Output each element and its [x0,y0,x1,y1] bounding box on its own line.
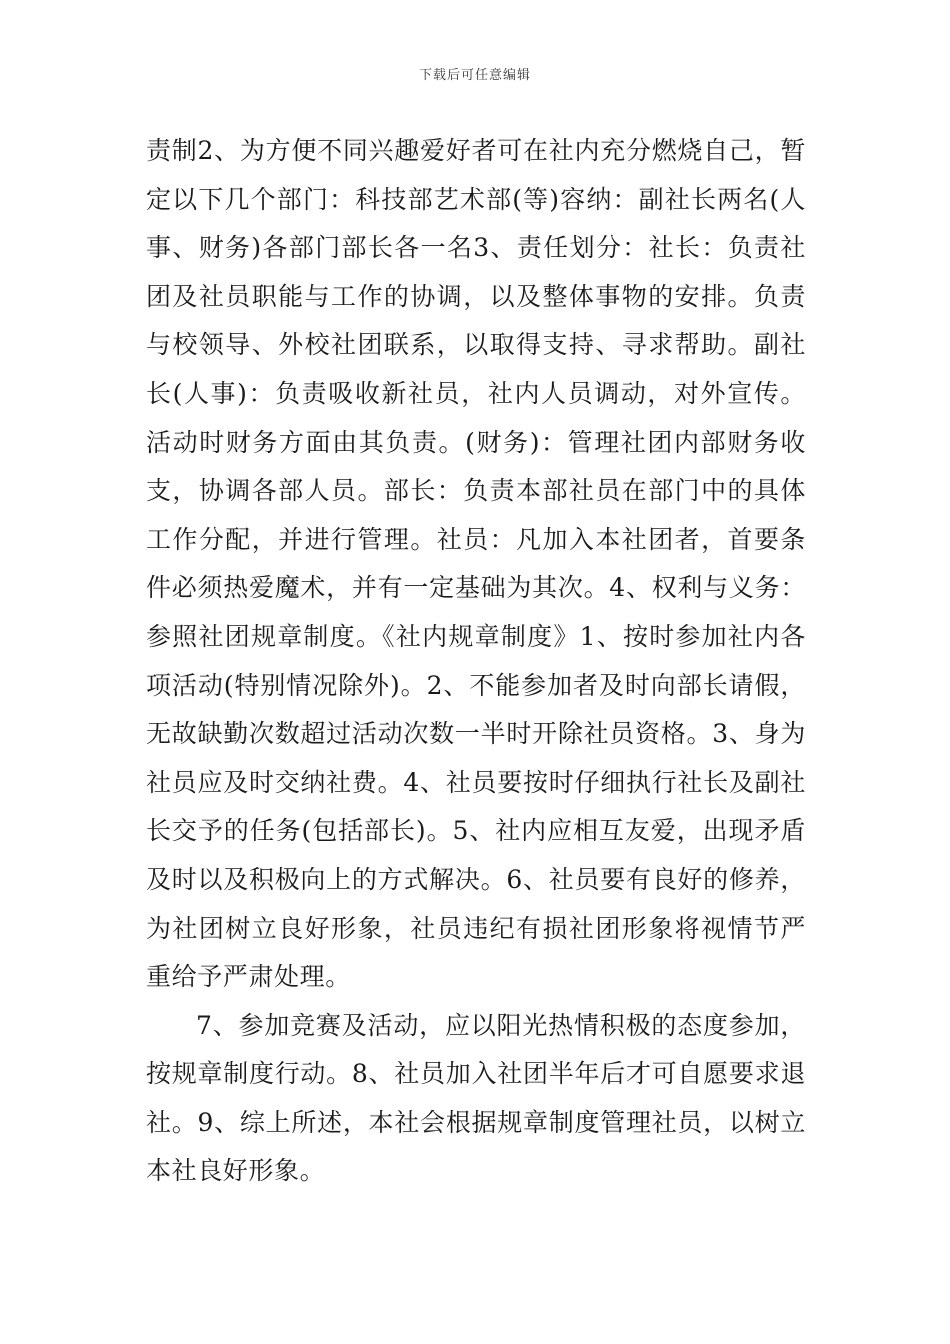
document-body [146,127,806,1196]
paragraph-2: 7、参加竞赛及活动，应以阳光热情积极的态度参加，按规章制度行动。8、社员加入社团半年后才可自愿要求退社。9、综上所述，本社会根据规章制度管理社员，以树立本社良好形象。 [146,1010,806,1186]
header-note: 下载后可任意编辑 [418,68,531,83]
paragraph-1: 责制2、为方便不同兴趣爱好者可在社内充分燃烧自己，暂定以下几个部门：科技部艺术部(等)容纳：副社长两名(人事、财务)各部门部长各一名3、责任划分：社长：负责社团及社员职能与工作的协调，以及整体事物的安排。负责与校领导、外校社团联系，以取得支持、寻求帮助。副社长(人事)：负责吸收新社员，社内人员调动，对外宣传。活动时财务方面由其负责。(财务)：管理社团内部财务收支，协调各部人员。部长：负责本部社员在部门中的具体工作分配，并进行管理。社员：凡加入本社团者，首要条件必须热爱魔术，并有一定基础为其次。4、权利与义务：参照社团规章制度。《社内规章制度》1、按时参加社内各项活动(特别情况除外)。2、不能参加者及时向部长请假，无故缺勤次数超过活动次数一半时开除社员资格。3、身为社员应及时交纳社费。4、社员要按时仔细执行社长及副社长交予的任务(包括部长)。5、社内应相互友爱，出现矛盾及时以及积极向上的方式解决。6、社员要有良好的修养，为社团树立良好形象，社员违纪有损社团形象将视情节严重给予严肃处理。 [146,136,806,992]
